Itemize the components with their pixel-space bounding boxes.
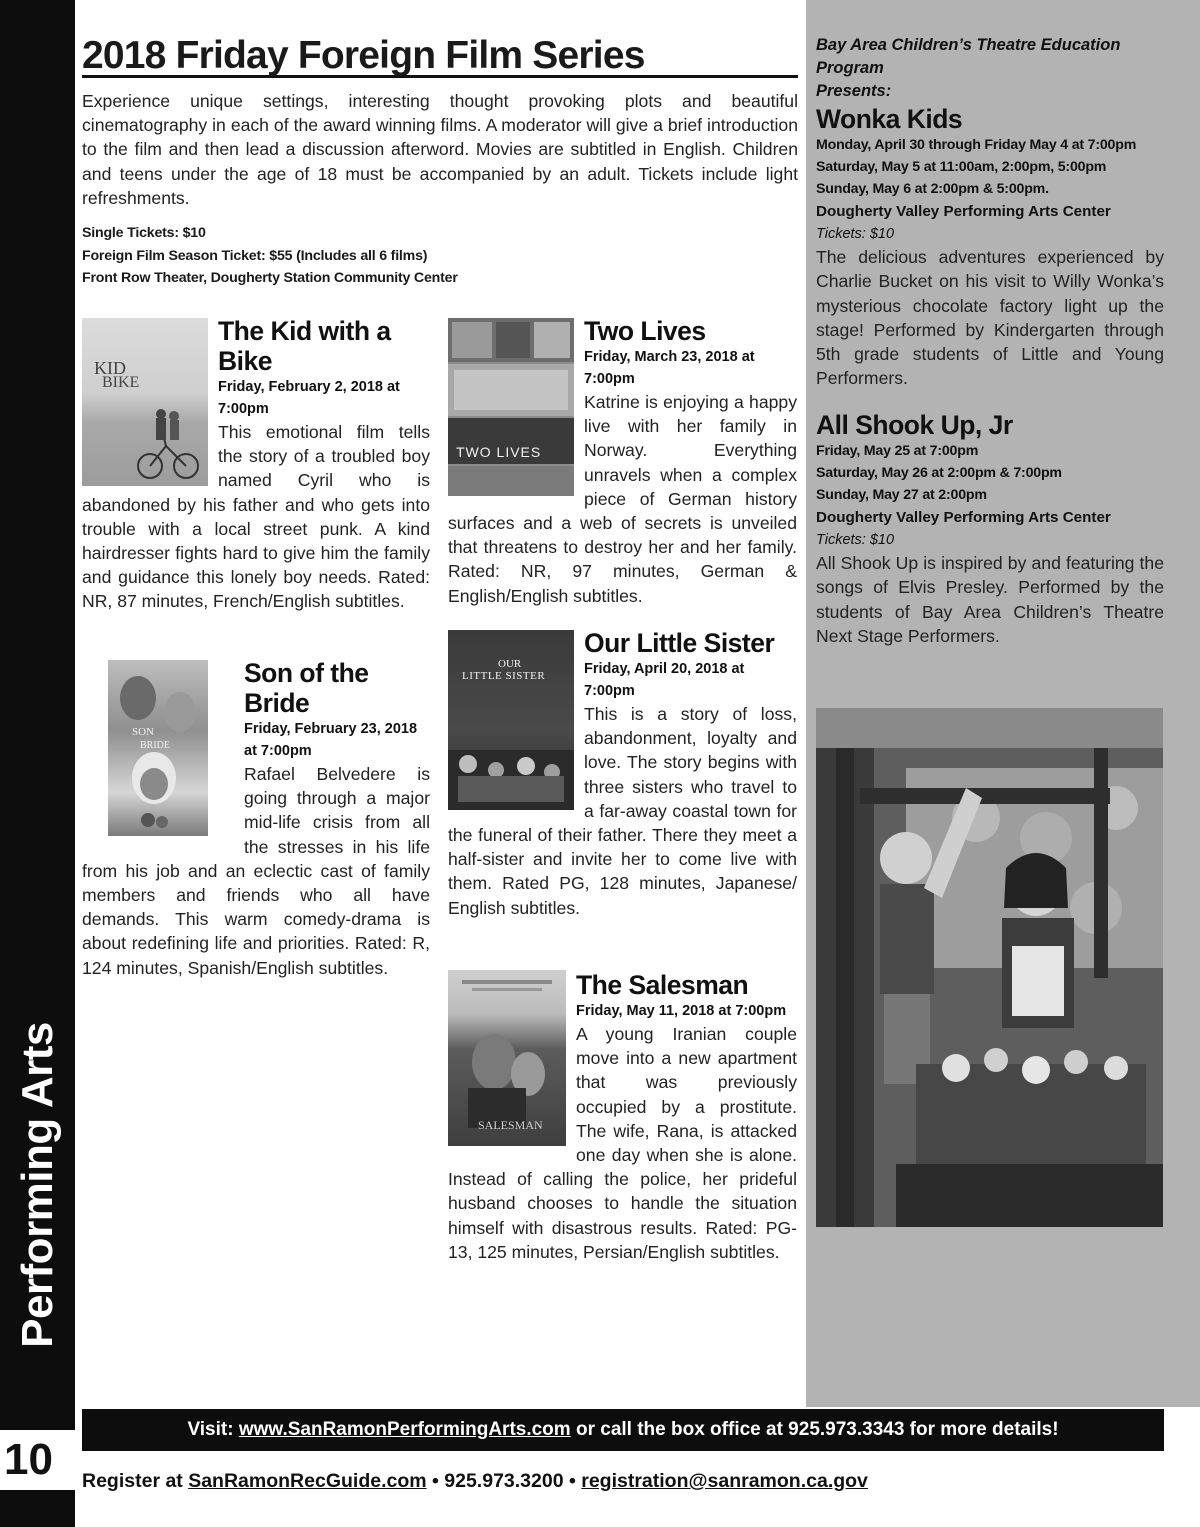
ticket-info — [82, 222, 798, 290]
visit-prefix: Visit: — [187, 1419, 234, 1440]
page-number-text: 10 — [4, 1435, 53, 1484]
film-date: Friday, February 23, 2018 at 7:00pm — [244, 721, 418, 759]
film-title: The Kid with a Bike — [218, 316, 391, 376]
show-title: Wonka Kids — [816, 104, 963, 134]
son-bride-poster-title-2: BRIDE — [140, 740, 170, 751]
separator: • — [426, 1470, 445, 1492]
page-title: 2018 Friday Foreign Film Series — [82, 34, 798, 78]
show-schedule: Saturday, May 5 at 11:00am, 2:00pm, 5:00pm — [816, 159, 1107, 176]
phone-number: 925.973.3200 — [444, 1470, 564, 1492]
film-description: Rafael Belvedere is going through a major mid-life crisis from all the stresses in his life from his job and an eclectic cast of family members and friends who all have demands. This warm comedy-drama is about redefining life and priorities. Rated: R, 124 minutes, Spanish/English subtitles. — [82, 764, 430, 978]
single-tickets: Single Tickets: $10 — [82, 225, 206, 241]
little-sister-poster — [448, 630, 574, 810]
show-wonka-kids — [816, 104, 1164, 390]
show-schedule: Sunday, May 27 at 2:00pm — [816, 487, 987, 504]
page-number — [0, 1430, 75, 1490]
registration-email-link[interactable]: registration@sanramon.ca.gov — [581, 1470, 868, 1492]
kid-bike-poster-title-2: BIKE — [102, 374, 140, 391]
season-ticket: Foreign Film Season Ticket: $55 (Includes all 6 films) — [82, 247, 428, 264]
show-schedule: Saturday, May 26 at 2:00pm & 7:00pm — [816, 465, 1062, 482]
film-date: Friday, April 20, 2018 at 7:00pm — [584, 661, 745, 699]
film-description: This emotional film tells the story of a troubled boy named Cyril who is abandoned by his father and who gets into trouble with a local street punk. A kind hairdresser fights hard to give him the family and guidance this lonely boy needs. Rated: NR, 87 minutes, French/English subtitles. — [82, 422, 430, 612]
show-price: Tickets: $10 — [816, 532, 895, 549]
theatre-presenter — [816, 34, 1164, 103]
show-schedule: Friday, May 25 at 7:00pm — [816, 443, 979, 459]
register-prefix: Register at — [82, 1470, 189, 1492]
performance-photo — [816, 708, 1163, 1227]
presenter-label: Presents: — [816, 82, 892, 100]
show-schedule: Monday, April 30 through Friday May 4 at 7:00pm — [816, 137, 1137, 153]
film-title: The Salesman — [576, 970, 749, 1000]
film-the-salesman — [448, 970, 797, 1264]
film-son-of-the-bride — [82, 658, 430, 980]
show-schedule: Sunday, May 6 at 2:00pm & 5:00pm. — [816, 181, 1049, 198]
performing-arts-link[interactable]: www.SanRamonPerformingArts.com — [238, 1419, 571, 1440]
film-description: Katrine is enjoying a happy live with her family in Norway. Everything unravels when a complex piece of German history surfaces and a web of secrets is unveiled that threatens to destroy her and her family. Rated: NR, 97 minutes, German & English/English subtitles. — [448, 392, 797, 606]
film-title: Our Little Sister — [584, 628, 775, 658]
show-title: All Shook Up, Jr — [816, 410, 1013, 440]
film-date: Friday, February 2, 2018 at 7:00pm — [218, 379, 400, 417]
series-venue: Front Row Theater, Dougherty Station Community Center — [82, 270, 458, 286]
show-all-shook-up — [816, 410, 1164, 648]
little-sister-poster-title-1: OUR — [498, 658, 522, 670]
show-venue: Dougherty Valley Performing Arts Center — [816, 202, 1111, 220]
kid-bike-poster — [82, 318, 208, 486]
film-two-lives — [448, 316, 797, 608]
presenter-line: Bay Area Children’s Theatre Education Program — [816, 36, 1121, 77]
visit-suffix: or call the box office at 925.973.3343 for more details! — [575, 1419, 1059, 1440]
kid-bike-poster-title-1: KID — [94, 358, 126, 378]
film-title: Two Lives — [584, 316, 706, 346]
film-description: This is a story of loss, abandonment, loyalty and love. The story begins with three sisters who travel to a far-away coastal town for the funeral of their father. There they meet a half-sister and invite her to come live with them. Rated PG, 128 minutes, Japanese/ English subtitles. — [448, 704, 797, 918]
series-intro: Experience unique settings, interesting thought provoking plots and beautiful cinematography in each of the award winning films. A moderator will give a brief introduction to the film and then lead a discussion afterword. Movies are subtitled in English. Children and teens under the age of 18 must be accompanied by an adult. Tickets include light refreshments. — [82, 91, 798, 208]
show-venue: Dougherty Valley Performing Arts Center — [816, 508, 1111, 526]
show-price: Tickets: $10 — [816, 226, 895, 243]
film-title: Son of the Bride — [244, 658, 369, 718]
two-lives-poster-title: TWO LIVES — [456, 444, 542, 460]
two-lives-poster — [448, 318, 574, 496]
section-sidebar — [0, 0, 75, 1527]
film-date: Friday, May 11, 2018 at 7:00pm — [576, 1003, 787, 1019]
salesman-poster-title: SALESMAN — [478, 1118, 543, 1132]
film-description: A young Iranian couple move into a new apartment that was previously occupied by a prostitute. The wife, Rana, is attacked one day when she is alone. Instead of calling the police, her prideful husband chooses to handle the situation himself with disastrous results. Rated: PG-13, 125 minutes, Persian/English subtitles. — [448, 1024, 797, 1262]
little-sister-poster-title-2: LITTLE SISTER — [462, 670, 546, 682]
separator: • — [563, 1470, 582, 1492]
register-line — [82, 1466, 1172, 1496]
show-description: The delicious adventures experienced by Charlie Bucket on his visit to Willy Wonka’s mysterious chocolate factory light up the stage! Performed by Kindergarten through 5th grade students of Little and Young Performers. — [816, 247, 1164, 389]
section-title: Performing Arts — [13, 1022, 62, 1348]
salesman-poster — [448, 970, 566, 1146]
film-our-little-sister — [448, 628, 797, 920]
son-bride-poster — [108, 660, 208, 836]
show-description: All Shook Up is inspired by and featuring the songs of Elvis Presley. Performed by the students of Bay Area Children’s Theatre Next Stage Performers. — [816, 553, 1164, 646]
son-bride-poster-title-1: SON — [132, 726, 155, 738]
film-kid-with-a-bike — [82, 316, 430, 614]
visit-bar — [82, 1409, 1164, 1451]
rec-guide-link[interactable]: SanRamonRecGuide.com — [188, 1470, 427, 1492]
film-date: Friday, March 23, 2018 at 7:00pm — [584, 349, 755, 387]
